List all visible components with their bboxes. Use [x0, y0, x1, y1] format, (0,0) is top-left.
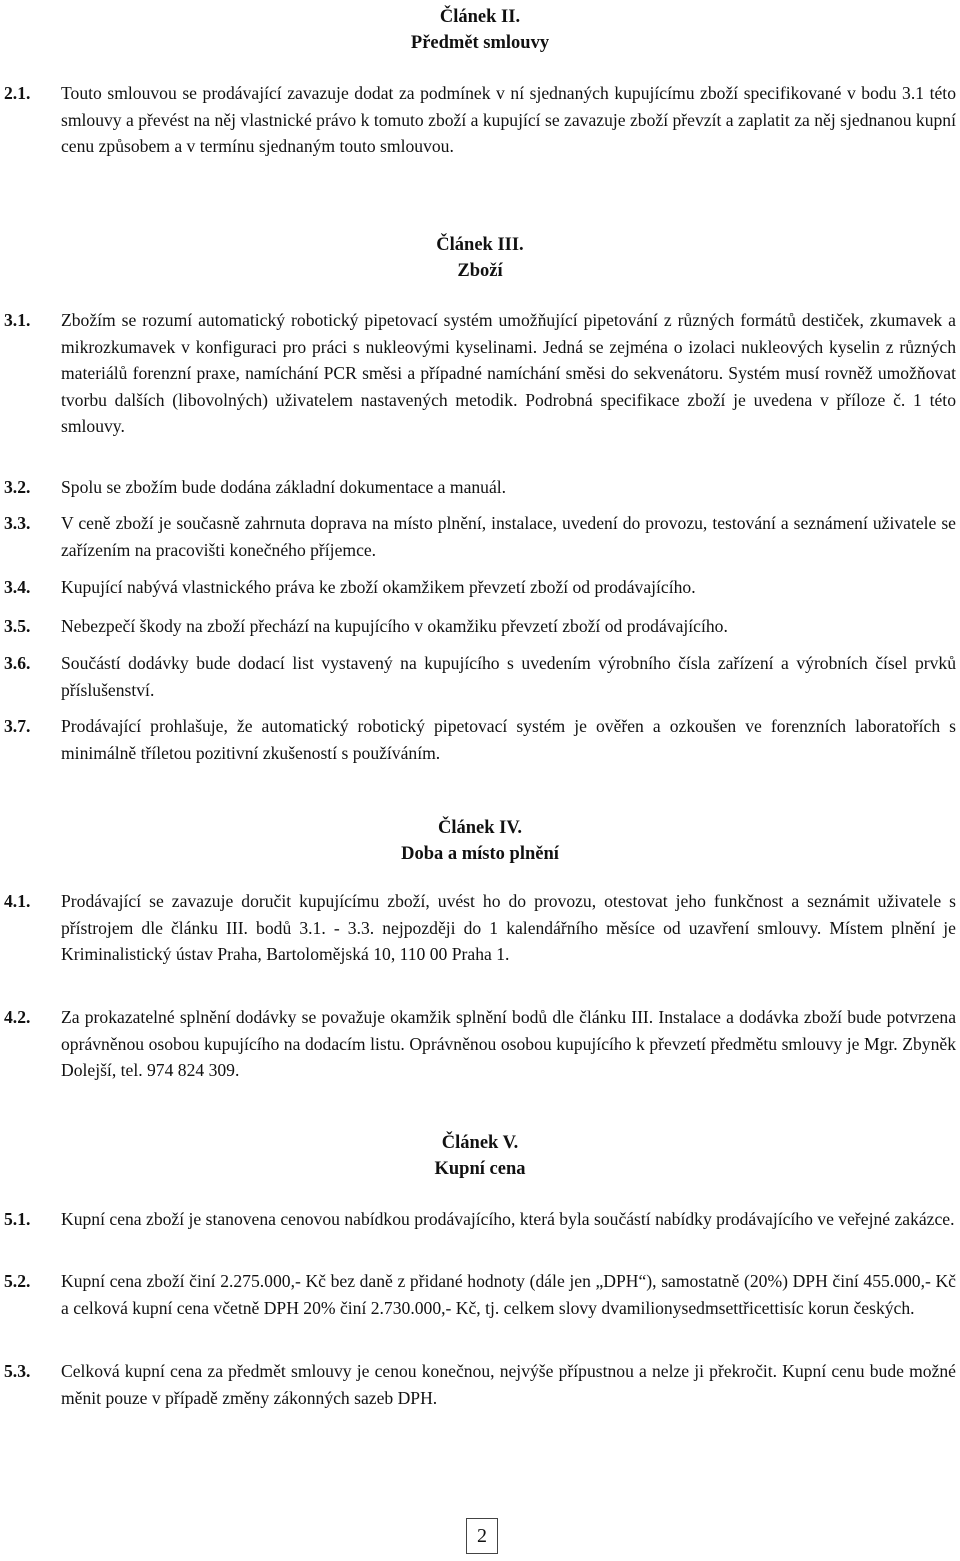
- clause-number: 3.1.: [4, 310, 31, 330]
- clause-text: Kupní cena zboží činí 2.275.000,- Kč bez daně z přidané hodnoty (dále jen „DPH“), samostatně (20%) DPH činí 455.000,- Kč a celková kupní cena včetně DPH 20% činí 2.730.000,- Kč, tj. celkem slovy dvamilionysedmsettřicettisíc korun českých.: [61, 1271, 956, 1318]
- page-number: 2: [466, 1518, 498, 1554]
- clause: [4, 1004, 956, 1084]
- article-title: Článek IV.: [438, 818, 522, 838]
- clause-text: Touto smlouvou se prodávající zavazuje dodat za podmínek v ní sjednaných kupujícímu zboží specifikované v bodu 3.1 této smlouvy a převést na něj vlastnické právo k tomuto zboží a kupující se zavazuje zboží převzít a zaplatit za něj sjednanou kupní cenu způsobem a v termínu sjednaným touto smlouvou.: [61, 83, 956, 156]
- clause-text: V ceně zboží je současně zahrnuta doprava na místo plnění, instalace, uvedení do provozu, testování a seznámení uživatele se zařízením na pracovišti konečného příjemce.: [61, 513, 956, 560]
- article-title: Článek III.: [436, 235, 524, 255]
- article-heading: [0, 4, 960, 56]
- clause-text: Zbožím se rozumí automatický robotický pipetovací systém umožňující pipetování z různých formátů destiček, zkumavek a mikrozkumavek v konfiguraci pro práci s nukleovými kyselinami. Jedná se zejména o izolaci nukleových kyselin z různých materiálů forenzní praxe, namíchání PCR směsi a případné namíchání směsi do sekvenátoru. Systém musí rovněž umožňovat tvorbu dalších (libovolných) uživatelem nastavených metodik. Podrobná specifikace zboží je uvedena v příloze č. 1 této smlouvy.: [61, 310, 956, 436]
- article-subtitle: Kupní cena: [434, 1159, 526, 1179]
- clause: [4, 713, 956, 766]
- clause: [4, 1358, 956, 1411]
- clause-text: Kupní cena zboží je stanovena cenovou nabídkou prodávajícího, která byla součástí nabídky prodávajícího ve veřejné zakázce.: [61, 1209, 955, 1229]
- clause: [4, 888, 956, 968]
- article-title: Článek II.: [439, 7, 521, 27]
- article-subtitle: Zboží: [457, 261, 503, 281]
- clause-text: Součástí dodávky bude dodací list vystavený na kupujícího s uvedením výrobního čísla zařízení a výrobních čísel prvků příslušenství.: [61, 653, 956, 700]
- clause-number: 2.1.: [4, 83, 31, 103]
- clause-number: 5.1.: [4, 1209, 31, 1229]
- article-subtitle: Doba a místo plnění: [401, 844, 559, 864]
- clause-text: Prodávající prohlašuje, že automatický robotický pipetovací systém je ověřen a ozkoušen ve forenzních laboratořích s minimálně tříletou pozitivní zkušeností s používáním.: [61, 716, 956, 763]
- clause: [4, 1268, 956, 1321]
- clause-text: Kupující nabývá vlastnického práva ke zboží okamžikem převzetí zboží od prodávajícího.: [61, 577, 696, 597]
- article-heading: [0, 815, 960, 867]
- article-heading: [0, 1130, 960, 1182]
- clause-text: Nebezpečí škody na zboží přechází na kupujícího v okamžiku převzetí zboží od prodávajícího.: [61, 616, 728, 636]
- clause: [4, 510, 956, 563]
- clause-text: Spolu se zbožím bude dodána základní dokumentace a manuál.: [61, 477, 507, 497]
- clause-number: 5.3.: [4, 1361, 31, 1381]
- clause-text: Celková kupní cena za předmět smlouvy je cenou konečnou, nejvýše přípustnou a nelze ji překročit. Kupní cenu bude možné měnit pouze v případě změny zákonných sazeb DPH.: [61, 1361, 956, 1408]
- clause: [4, 474, 956, 501]
- clause: [4, 574, 956, 601]
- clause: [4, 650, 956, 703]
- clause: [4, 1206, 956, 1233]
- clause-number: 3.5.: [4, 616, 31, 636]
- clause-text: Za prokazatelné splnění dodávky se považuje okamžik splnění bodů dle článku III. Instalace a dodávka zboží bude potvrzena oprávněnou osobou kupujícího na dodacím listu. Oprávněnou osobou kupujícího k převzetí předmětu smlouvy je Mgr. Zbyněk Dolejší, tel. 974 824 309.: [61, 1007, 956, 1080]
- clause-number: 3.6.: [4, 653, 31, 673]
- clause-text: Prodávající se zavazuje doručit kupujícímu zboží, uvést ho do provozu, otestovat jeho funkčnost a seznámit uživatele s přístrojem dle článku III. bodů 3.1. - 3.3. nejpozději do 1 kalendářního měsíce od uzavření smlouvy. Místem plnění je Kriminalistický ústav Praha, Bartolomějská 10, 110 00 Praha 1.: [61, 891, 956, 964]
- clause-number: 4.1.: [4, 891, 31, 911]
- clause-number: 5.2.: [4, 1271, 31, 1291]
- clause-number: 3.7.: [4, 716, 31, 736]
- article-title: Článek V.: [441, 1133, 519, 1153]
- clause: [4, 80, 956, 160]
- clause-number: 4.2.: [4, 1007, 31, 1027]
- clause-number: 3.3.: [4, 513, 31, 533]
- clause: [4, 613, 956, 640]
- clause: [4, 307, 956, 440]
- article-subtitle: Předmět smlouvy: [410, 33, 550, 53]
- clause-number: 3.2.: [4, 477, 31, 497]
- clause-number: 3.4.: [4, 577, 31, 597]
- article-heading: [0, 232, 960, 284]
